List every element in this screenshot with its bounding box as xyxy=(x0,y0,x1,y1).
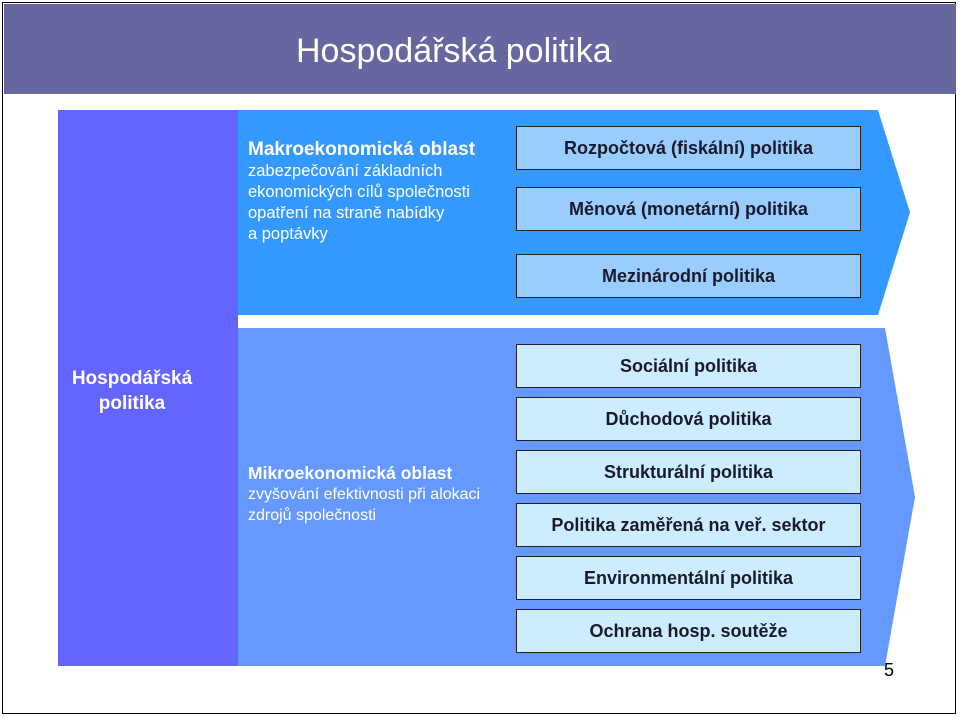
micro-line: zdrojů společnosti xyxy=(248,507,377,524)
macro-box-monetary: Měnová (monetární) politika xyxy=(516,187,861,231)
micro-line: zvyšování efektivnosti při alokaci xyxy=(248,486,481,503)
micro-box-public-sector: Politika zaměřená na veř. sektor xyxy=(516,503,861,547)
macro-box-fiscal: Rozpočtová (fiskální) politika xyxy=(516,126,861,170)
macro-line: zabezpečování základních xyxy=(248,162,443,180)
micro-box-structural: Strukturální politika xyxy=(516,450,861,494)
title-bar xyxy=(4,4,956,94)
macro-heading: Makroekonomická oblast xyxy=(248,139,476,160)
micro-box-environmental: Environmentální politika xyxy=(516,556,861,600)
page-number: 5 xyxy=(884,660,895,680)
side-label: Hospodářská politika xyxy=(71,368,193,414)
macro-text-block xyxy=(248,138,510,245)
micro-text-block xyxy=(248,462,518,526)
macro-box-international: Mezinárodní politika xyxy=(516,254,861,298)
macro-line: a poptávky xyxy=(248,225,328,243)
micro-box-competition: Ochrana hosp. soutěže xyxy=(516,609,861,653)
macro-line: ekonomických cílů společnosti xyxy=(248,183,470,201)
micro-heading: Mikroekonomická oblast xyxy=(248,463,453,483)
micro-box-pension: Důchodová politika xyxy=(516,397,861,441)
macro-line: opatření na straně nabídky xyxy=(248,204,445,222)
slide-title: Hospodářská politika xyxy=(296,32,612,70)
micro-box-social: Sociální politika xyxy=(516,344,861,388)
